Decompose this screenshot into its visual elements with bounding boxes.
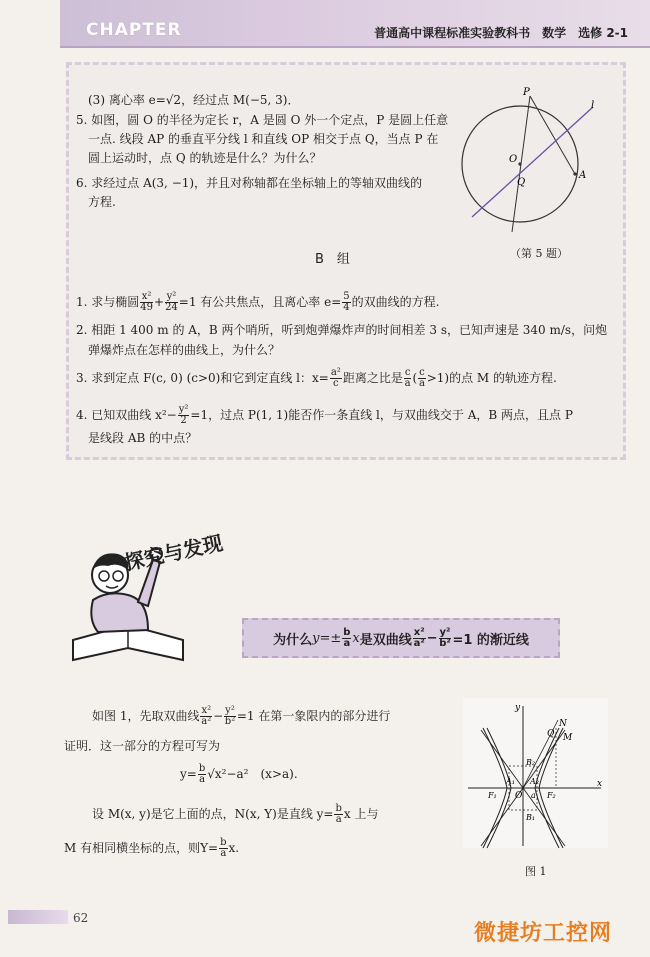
proof-p2-text-b: x 上与 xyxy=(343,807,379,821)
banner-frac1-num: b xyxy=(343,626,351,638)
fig1-label-a1: A₁ xyxy=(506,777,515,786)
proof-p1-f2-num: y² xyxy=(225,705,235,716)
group-b-item-1 xyxy=(76,292,439,313)
watermark-text: 微捷坊工控网 xyxy=(474,921,613,946)
b1-plus: + xyxy=(154,295,165,309)
b4-text-a: 4. 已知双曲线 x²− xyxy=(76,408,177,422)
proof-p1-f2-den: b² xyxy=(224,716,236,727)
footer-decoration-bar xyxy=(8,910,68,924)
segment-ap xyxy=(530,96,575,174)
figure-5-caption: （第 5 题） xyxy=(510,247,568,260)
b4-frac-den: 2 xyxy=(180,415,187,426)
exercise-item-6-line2: 方程. xyxy=(88,195,116,209)
proof-eq-text-a: y= xyxy=(180,767,197,781)
banner-frac2-num: x² xyxy=(413,626,425,638)
proof-p1-f1-num: x² xyxy=(201,705,212,716)
label-a: A xyxy=(579,170,587,181)
fig1-label-n: N xyxy=(559,719,567,729)
exercise-item-5-line1: 5. 如图，圆 O 的半径为定长 r，A 是圆 O 外一个定点，P 是圆上任意 xyxy=(76,113,449,127)
proof-eq-f-num: b xyxy=(198,763,206,774)
proof-paragraph-2 xyxy=(92,804,378,825)
proof-equation xyxy=(180,764,298,785)
fig1-label-o: O xyxy=(515,791,523,801)
point-a xyxy=(573,172,576,175)
group-b-item-2-line2: 弹爆炸点在怎样的曲线上，为什么？ xyxy=(88,343,281,357)
b3-text-a: 3. 求到定点 F(c, 0) (c>0)和它到定直线 l：x= xyxy=(76,371,329,385)
banner-text-a: 为什么 xyxy=(273,632,313,648)
proof-p1-text-a: 如图 1，先取双曲线 xyxy=(92,709,200,723)
b3-text-d: >1)的点 M 的轨迹方程. xyxy=(426,371,557,385)
fig1-label-b1: B₁ xyxy=(526,813,536,822)
proof-paragraph-3 xyxy=(64,838,239,859)
fig1-label-b2: B₂ xyxy=(526,758,536,767)
b3-frac1-num: a² xyxy=(330,367,341,378)
page-number: 62 xyxy=(73,911,89,925)
group-b-title: B 组 xyxy=(315,252,350,267)
b3-frac1-den: c xyxy=(333,378,339,389)
proof-p3-frac xyxy=(219,838,227,859)
book-title: 普通高中课程标准实验教科书 数学 选修 2-1 xyxy=(374,26,628,40)
b3-text-c: ( xyxy=(412,371,418,385)
chapter-label: CHAPTER xyxy=(86,20,182,40)
banner-text-b: 是双曲线 xyxy=(359,632,412,648)
proof-p1-text-b: =1 在第一象限内的部分进行 xyxy=(236,709,391,723)
b3-text-b: 距离之比是 xyxy=(342,371,403,385)
proof-paragraph-1 xyxy=(92,706,390,727)
figure-1-hyperbola xyxy=(463,698,608,858)
b3-frac3-den: a xyxy=(418,378,425,389)
fig1-label-a: a xyxy=(531,791,536,800)
figure-5-circle-diagram xyxy=(455,82,605,247)
fig1-label-a2: A₂ xyxy=(530,777,539,786)
proof-p2-text-a: 设 M(x, y)是它上面的点，N(x, Y)是直线 y= xyxy=(92,807,334,821)
explore-discover-illustration xyxy=(68,520,225,670)
b3-fraction-1 xyxy=(330,368,342,389)
proof-p2-f-num: b xyxy=(335,803,342,814)
fig1-label-q: Q xyxy=(547,729,555,739)
banner-frac-y xyxy=(439,628,452,649)
proof-p1-frac1 xyxy=(200,706,212,727)
fig1-label-x: x xyxy=(597,779,603,789)
banner-frac-x xyxy=(413,628,426,649)
b3-fraction-2 xyxy=(404,368,412,389)
banner-frac3-den: b² xyxy=(439,637,451,649)
fig1-label-f2: F₂ xyxy=(547,791,556,800)
proof-p3-f-den: a xyxy=(220,848,227,859)
figure-1-caption: 图 1 xyxy=(525,865,547,878)
perpendicular-bisector-l xyxy=(472,107,593,217)
b4-fraction xyxy=(178,405,190,426)
banner-text-c: =1 的渐近线 xyxy=(452,632,529,648)
b1-frac3-den: 4 xyxy=(343,302,350,313)
banner-frac2-den: a² xyxy=(413,637,425,649)
proof-p1-f1-den: a² xyxy=(201,716,212,727)
label-o: O xyxy=(509,154,518,165)
b4-frac-num: y² xyxy=(178,404,189,415)
b1-frac1-num: x² xyxy=(141,291,152,302)
b1-fraction-e xyxy=(342,292,350,313)
b1-fraction-x xyxy=(140,292,153,313)
b1-frac2-den: 24 xyxy=(165,302,178,313)
proof-p3-f-num: b xyxy=(220,837,227,848)
b3-frac3-num: c xyxy=(419,367,425,378)
banner-frac1-den: a xyxy=(343,637,351,649)
proof-p2-frac xyxy=(334,804,342,825)
explore-logo-text: 探究与发现 xyxy=(122,530,225,575)
explore-banner-title xyxy=(242,618,560,658)
proof-eq-frac xyxy=(198,764,206,785)
exercise-item-5-line3: 圆上运动时，点 Q 的轨迹是什么？为什么？ xyxy=(88,151,322,165)
b4-text-b: =1，过点 P(1, 1)能否作一条直线 l，与双曲线交于 A，B 两点，且点 P xyxy=(190,408,573,422)
proof-p3-text-b: x. xyxy=(228,841,240,855)
banner-eq: y=± xyxy=(312,630,342,646)
banner-frac-ba xyxy=(342,628,351,649)
label-l: l xyxy=(591,100,595,111)
group-b-item-3 xyxy=(76,368,557,389)
b1-frac1-den: 49 xyxy=(140,302,153,313)
proof-eq-f-den: a xyxy=(199,774,206,785)
proof-p1-frac2 xyxy=(224,706,236,727)
proof-paragraph-1-line2: 证明．这一部分的方程可写为 xyxy=(64,739,221,753)
proof-p3-text-a: M 有相同横坐标的点，则Y= xyxy=(64,841,219,855)
proof-p2-f-den: a xyxy=(335,814,342,825)
label-q: Q xyxy=(517,177,526,188)
b3-fraction-3 xyxy=(418,368,426,389)
proof-p1-minus: − xyxy=(213,709,224,723)
b1-text-c: 的双曲线的方程. xyxy=(351,295,440,309)
banner-minus: − xyxy=(426,630,438,646)
exercise-item-5-line2: 一点. 线段 AP 的垂直平分线 l 和直线 OP 相交于点 Q，当点 P 在 xyxy=(88,132,439,146)
b3-frac2-den: a xyxy=(404,378,411,389)
group-b-item-4 xyxy=(76,405,573,426)
group-b-item-2-line1: 2. 相距 1 400 m 的 A，B 两个哨所，听到炮弹爆炸声的时间相差 3 s，已知声速是 340 m/s，问炮 xyxy=(76,323,608,337)
point-o xyxy=(518,162,521,165)
fig1-label-y: y xyxy=(515,703,521,713)
fig1-label-f1: F₁ xyxy=(488,791,497,800)
label-p: P xyxy=(523,87,530,98)
b1-text-b: =1 有公共焦点，且离心率 e= xyxy=(178,295,342,309)
proof-eq-text-b: √x²−a² (x>a). xyxy=(207,767,298,781)
banner-x: x xyxy=(352,630,360,646)
page-header xyxy=(60,0,650,48)
exercise-item-3: (3) 离心率 e=√2，经过点 M(−5, 3)． xyxy=(88,93,300,107)
b1-frac3-num: 5 xyxy=(343,291,350,302)
exercise-item-6-line1: 6. 求经过点 A(3, −1)，并且对称轴都在坐标轴上的等轴双曲线的 xyxy=(76,176,423,190)
fig1-label-m: M xyxy=(563,733,573,743)
b3-frac2-num: c xyxy=(404,367,411,378)
banner-frac3-num: y² xyxy=(439,626,451,638)
b1-text-a: 1. 求与椭圆 xyxy=(76,295,140,309)
b1-fraction-y xyxy=(165,292,178,313)
group-b-item-4-line2: 是线段 AB 的中点？ xyxy=(88,431,198,445)
b1-frac2-num: y² xyxy=(166,291,177,302)
